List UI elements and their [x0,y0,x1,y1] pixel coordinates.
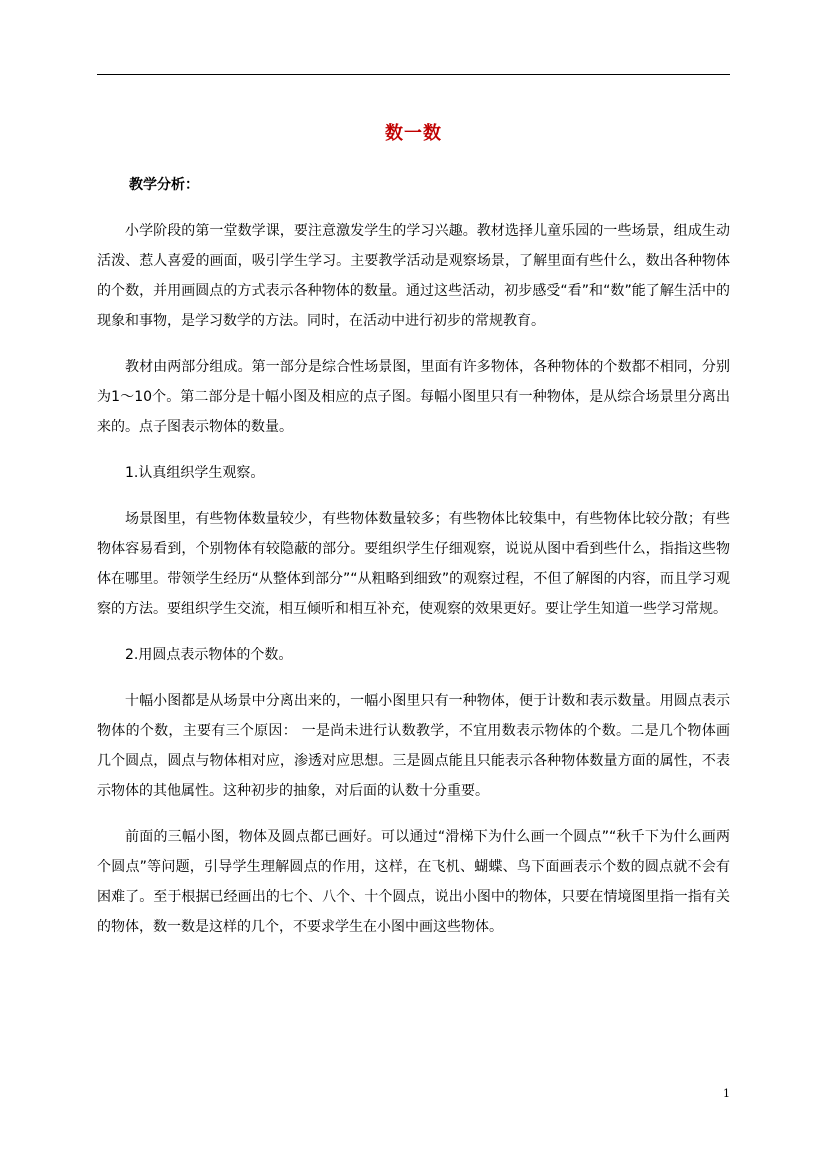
section-heading: 教学分析： [129,177,199,193]
paragraph-intro: 小学阶段的第一堂数学课，要注意激发学生的学习兴趣。教材选择儿童乐园的一些场景，组成生动活泼、惹人喜爱的画面，吸引学生学习。主要教学活动是观察场景，了解里面有些什么，数出各种物体的个数，并用画圆点的方式表示各种物体的数量。通过这些活动，初步感受“看”和“数”能了解生活中的现象和事物，是学习数学的方法。同时，在活动中进行初步的常规教育。 [97,223,730,329]
subsection-heading-dots: 2.用圆点表示物体的个数。 [125,647,293,663]
paragraph-dots-practice: 前面的三幅小图，物体及圆点都已画好。可以通过“滑梯下为什么画一个圆点”“秋千下为什么画两个圆点”等问题，引导学生理解圆点的作用，这样，在飞机、蝴蝶、鸟下面画表示个数的圆点就不会有困难了。至于根据已经画出的七个、八个、十个圆点，说出小图中的物体，只要在情境图里指一指有关的物体，数一数是这样的几个，不要求学生在小图中画这些物体。 [97,829,730,935]
paragraph-dots-reasons: 十幅小图都是从场景中分离出来的，一幅小图里只有一种物体，便于计数和表示数量。用圆点表示物体的个数，主要有三个原因： 一是尚未进行认数教学，不宜用数表示物体的个数。二是几个物体画几个圆点，圆点与物体相对应，渗透对应思想。三是圆点能且只能表示各种物体数量方面的属性，不表示物体的其他属性。这种初步的抽象，对后面的认数十分重要。 [97,693,730,799]
page-number: 1 [723,1087,730,1100]
subsection-heading-observe: 1.认真组织学生观察。 [125,465,265,481]
paragraph-materials: 教材由两部分组成。第一部分是综合性场景图，里面有许多物体，各种物体的个数都不相同，分别为1～10个。第二部分是十幅小图及相应的点子图。每幅小图里只有一种物体，是从综合场景里分离出来的。点子图表示物体的数量。 [97,359,730,435]
header-rule [97,74,730,75]
page-title: 数一数 [385,123,442,144]
paragraph-observe: 场景图里，有些物体数量较少，有些物体数量较多；有些物体比较集中，有些物体比较分散；有些物体容易看到，个别物体有较隐蔽的部分。要组织学生仔细观察，说说从图中看到些什么，指指这些物体在哪里。带领学生经历“从整体到部分”“从粗略到细致”的观察过程，不但了解图的内容，而且学习观察的方法。要组织学生交流，相互倾听和相互补充，使观察的效果更好。要让学生知道一些学习常规。 [97,511,730,617]
document-body [97,170,730,958]
